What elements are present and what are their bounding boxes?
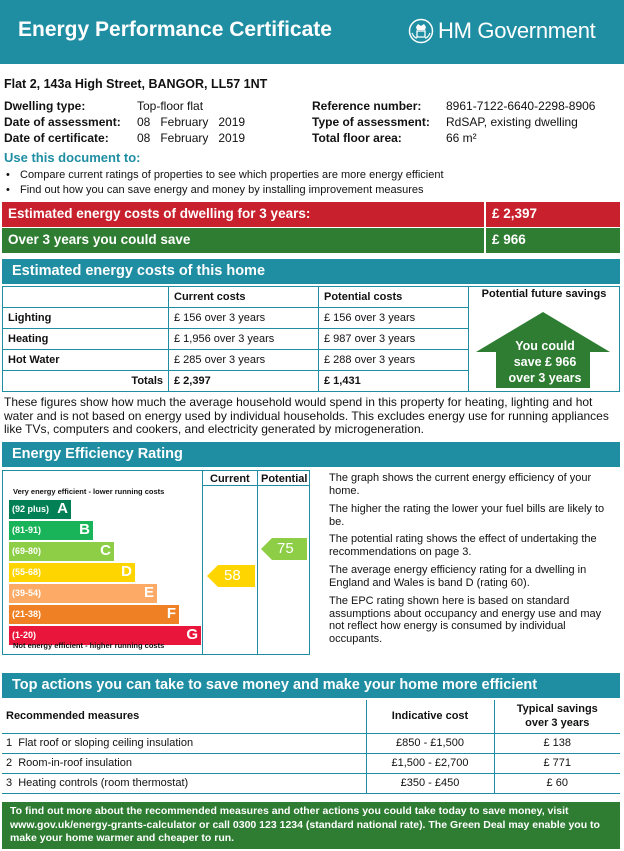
section-title: Estimated energy costs of this home — [12, 263, 266, 279]
row-label: Heating — [3, 329, 169, 350]
assessment-date-value: 08 February 2019 — [137, 115, 246, 129]
table-row — [2, 733, 620, 753]
band-letter: F — [166, 605, 176, 622]
dwelling-type-label: Dwelling type: — [4, 99, 86, 113]
total-current: £ 2,397 — [169, 371, 319, 392]
savings-value: £ 966 — [492, 232, 526, 247]
assessment-type-value: RdSAP, existing dwelling — [446, 115, 578, 129]
table-header-blank — [3, 287, 169, 308]
band-range: (55-68) — [12, 567, 42, 577]
indicative-cost: £350 - £450 — [366, 773, 494, 793]
footer-advice: To find out more about the recommended measures and other actions you could take today to save money, visit www.gov.uk/energy-grants-calculator or call 0300 123 1234 (standard national rate). The Green Deal may enable you to make your home warmer and cheaper to run. — [2, 802, 620, 849]
list-item: • Find out how you can save energy and money by installing improvement measures — [4, 183, 444, 198]
measure: 1 Flat roof or sloping ceiling insulation — [2, 733, 366, 753]
rating-band-c — [9, 542, 114, 561]
certificate-date-value: 08 February 2019 — [137, 131, 246, 145]
band-divider — [484, 202, 486, 227]
potential-cost: £ 156 over 3 years — [319, 308, 469, 329]
government-name: HM Government — [438, 18, 596, 43]
measure: 3 Heating controls (room thermostat) — [2, 773, 366, 793]
use-document-list — [4, 168, 444, 198]
band-letter: A — [57, 500, 68, 517]
top-note: Very energy efficient - lower running costs — [13, 487, 165, 496]
rating-explanation: The average energy efficiency rating for a dwelling in England and Wales is band D (rating 60). — [329, 564, 587, 589]
col-savings-line: over 3 years — [525, 717, 590, 730]
actions-section-heading — [2, 673, 620, 698]
band-range: (21-38) — [12, 609, 42, 619]
col-savings — [494, 700, 620, 733]
savings-label: Over 3 years you could save — [8, 232, 191, 247]
band-divider — [484, 228, 486, 253]
royal-crest-icon — [408, 18, 434, 44]
band-range: (39-54) — [12, 588, 42, 598]
rating-chart — [2, 470, 310, 655]
col-savings-line: Typical savings — [516, 703, 598, 716]
band-range: (92 plus) — [12, 504, 50, 514]
rating-explanation: The graph shows the current energy efficiency of your home. — [329, 472, 592, 497]
rating-explanation: The EPC rating shown here is based on standard assumptions about occupancy and energy use and may not reflect how energy is consumed by individual occupants. — [329, 595, 602, 645]
table-header-potential: Potential costs — [319, 287, 469, 308]
reference-value: 8961-7122-6640-2298-8906 — [446, 99, 596, 113]
savings-line: over 3 years — [508, 371, 582, 385]
band-range: (81-91) — [12, 525, 42, 535]
band-letter: C — [100, 542, 111, 559]
list-item: • Compare current ratings of properties to see which properties are more energy efficient — [4, 168, 444, 183]
floor-area-label: Total floor area: — [312, 131, 402, 145]
savings-line: You could — [515, 339, 575, 353]
col-cost: Indicative cost — [366, 700, 494, 733]
current-cost: £ 156 over 3 years — [169, 308, 319, 329]
reference-label: Reference number: — [312, 99, 422, 113]
col-measures: Recommended measures — [2, 700, 366, 733]
rating-section-heading — [2, 442, 620, 467]
savings-band — [2, 228, 620, 253]
actions-table — [2, 700, 620, 794]
table-header-row — [2, 700, 620, 733]
costs-explanation: These figures show how much the average household would spend in this property for heating, lighting and hot water and is not based on energy used by individual households. This excludes energy use for running appliances like TVs, computers and cookers, and electricity generated by microgeneration. — [4, 395, 609, 436]
savings-line: save £ 966 — [513, 355, 577, 369]
rating-band-b — [9, 521, 93, 540]
rating-col-current: Current — [210, 473, 250, 485]
future-savings-heading: Potential future savings — [481, 288, 607, 300]
typical-saving: £ 771 — [494, 753, 620, 773]
typical-saving: £ 60 — [494, 773, 620, 793]
property-address: Flat 2, 143a High Street, BANGOR, LL57 1NT — [4, 77, 268, 91]
estimated-cost-label: Estimated energy costs of dwelling for 3 years: — [8, 206, 311, 221]
assessment-type-label: Type of assessment: — [312, 115, 430, 129]
dwelling-type-value: Top-floor flat — [137, 99, 204, 113]
floor-area-value: 66 m² — [446, 131, 477, 145]
header-banner — [0, 0, 624, 64]
row-label: Hot Water — [3, 350, 169, 371]
estimated-cost-band — [2, 202, 620, 227]
rating-band-f — [9, 605, 179, 624]
table-row — [2, 753, 620, 773]
rating-band-d — [9, 563, 135, 582]
totals-label: Totals — [3, 371, 169, 392]
certificate-date-label: Date of certificate: — [4, 131, 109, 145]
potential-cost: £ 288 over 3 years — [319, 350, 469, 371]
rating-band-a — [9, 500, 71, 519]
band-letter: B — [79, 521, 90, 538]
rating-band-e — [9, 584, 157, 603]
band-letter: D — [121, 563, 132, 580]
band-range: (1-20) — [12, 630, 37, 640]
costs-section-heading — [2, 259, 620, 284]
indicative-cost: £1,500 - £2,700 — [366, 753, 494, 773]
table-header-current: Current costs — [169, 287, 319, 308]
current-cost: £ 285 over 3 years — [169, 350, 319, 371]
estimated-cost-value: £ 2,397 — [492, 206, 538, 221]
section-title: Top actions you can take to save money and make your home more efficient — [12, 677, 538, 693]
typical-saving: £ 138 — [494, 733, 620, 753]
rating-col-potential: Potential — [261, 473, 308, 485]
potential-rating-value: 75 — [277, 540, 294, 557]
bottom-note: Not energy efficient - higher running costs — [13, 641, 165, 650]
total-potential: £ 1,431 — [319, 371, 469, 392]
current-rating-value: 58 — [224, 567, 241, 584]
indicative-cost: £850 - £1,500 — [366, 733, 494, 753]
assessment-date-label: Date of assessment: — [4, 115, 121, 129]
table-row — [2, 773, 620, 793]
use-document-heading: Use this document to: — [4, 150, 141, 165]
band-range: (69-80) — [12, 546, 42, 556]
page-title: Energy Performance Certificate — [18, 18, 332, 41]
current-cost: £ 1,956 over 3 years — [169, 329, 319, 350]
band-letter: G — [186, 626, 198, 643]
savings-arrow-text — [486, 338, 604, 386]
potential-cost: £ 987 over 3 years — [319, 329, 469, 350]
row-label: Lighting — [3, 308, 169, 329]
measure: 2 Room-in-roof insulation — [2, 753, 366, 773]
section-title: Energy Efficiency Rating — [12, 446, 183, 462]
rating-explanation: The potential rating shows the effect of undertaking the recommendations on page 3. — [329, 533, 597, 558]
band-letter: E — [143, 584, 154, 601]
rating-explanation: The higher the rating the lower your fuel bills are likely to be. — [329, 503, 605, 528]
